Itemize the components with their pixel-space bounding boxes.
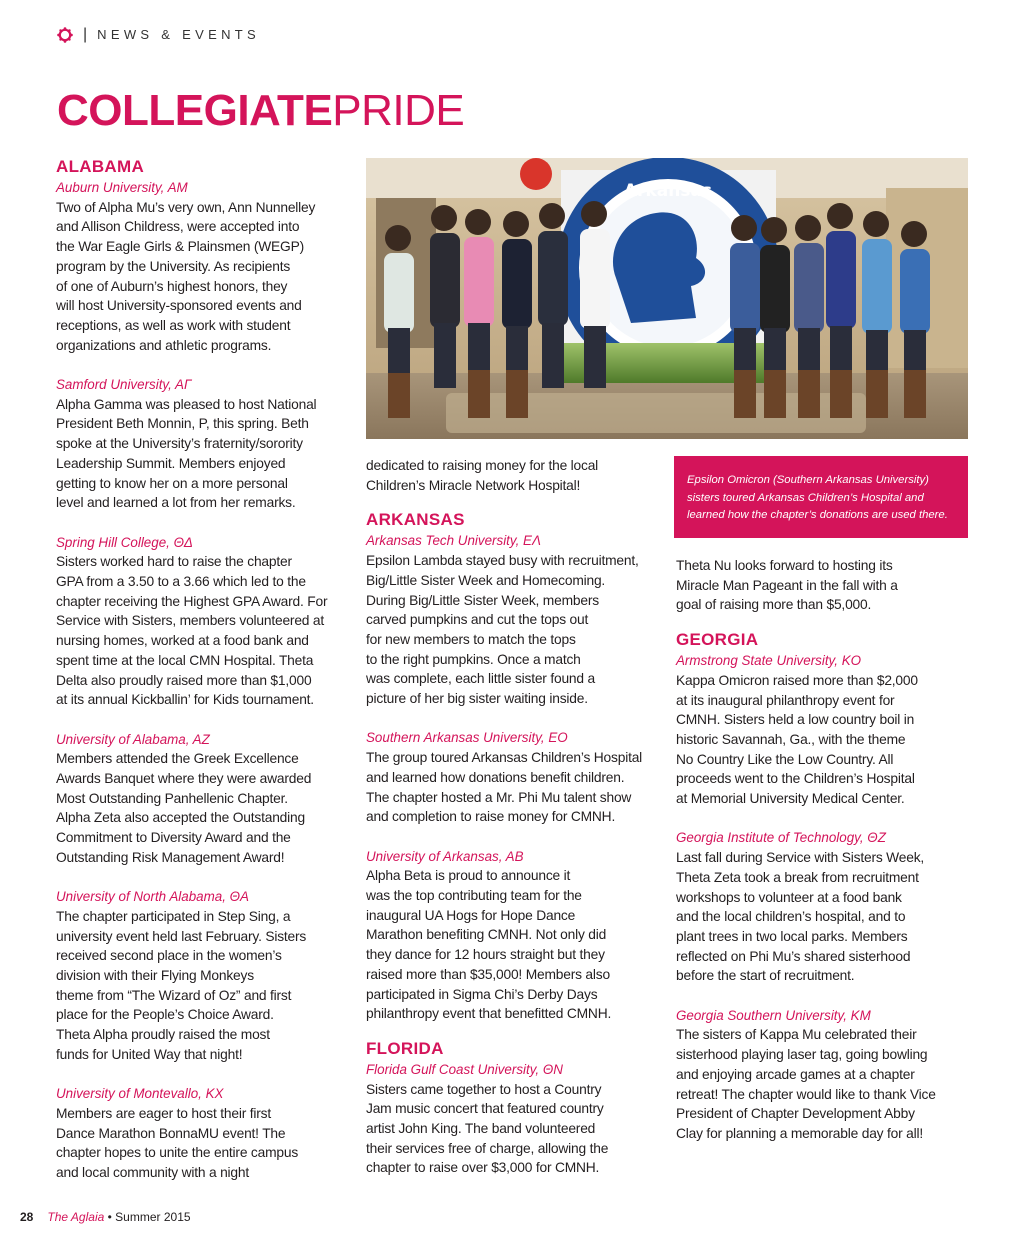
caption-line: Epsilon Omicron (Southern Arkansas University) bbox=[687, 474, 929, 486]
section-label: NEWS & EVENTS bbox=[97, 27, 260, 42]
article-body: Members are eager to host their first Dance Marathon BonnaMU event! The chapter hopes to unite the entire campus and local community with a night bbox=[56, 1105, 299, 1181]
state-heading-arkansas: ARKANSAS bbox=[366, 510, 465, 530]
article-body: Epsilon Lambda stayed busy with recruitment, Big/Little Sister Week and Homecoming. During Big/Little Sister Week, members carved pumpkins and cut the tops out for new members to match the tops to the right pumpkins. Once a match was complete, each little sister found a picture of her big sister waiting inside. bbox=[366, 553, 639, 707]
article-body: Alpha Beta is proud to announce it was the top contributing team for the inaugural UA Hogs for Hope Dance Marathon benefiting CMNH. Not only did they dance for 12 hours straight but they raised more than $35,000! Members also participated in Sigma Chi’s Derby Days philanthropy event that benefitted CMNH. bbox=[366, 868, 612, 1022]
article-body: Two of Alpha Mu’s very own, Ann Nunnelley and Allison Childress, were accepted into the War Eagle Girls & Plainsmen (WEGP) program by the University. As recipients of one of Auburn’s highest honors, they will host University-sponsored events and receptions, as well as work with student organizations and athletic programs. bbox=[56, 199, 316, 353]
school-name: Arkansas Tech University, EΛ bbox=[366, 533, 541, 549]
state-heading-alabama: ALABAMA bbox=[56, 157, 145, 176]
magazine-name: The Aglaia bbox=[47, 1210, 105, 1224]
article-body: The sisters of Kappa Mu celebrated their sisterhood playing laser tag, going bowling and enjoying arcade games at a chapter retreat! The chapter would like to thank Vice President of Chapter Development Abby Clay for planning a memorable day for all! bbox=[676, 1027, 936, 1141]
school-name: Samford University, AΓ bbox=[56, 377, 192, 393]
caption-line: sisters toured Arkansas Children’s Hospital and bbox=[687, 491, 924, 504]
article-body: Kappa Omicron raised more than $2,000 at its inaugural philanthropy event for CMNH. Sisters held a low country boil in historic Savannah, Ga., with the theme No Country Like the Low Country. All proceeds went to the Children’s Hospital at Memorial University Medical Center. bbox=[676, 672, 918, 807]
title-light: PRIDE bbox=[332, 86, 465, 135]
school-name: Spring Hill College, ΘΔ bbox=[56, 534, 193, 550]
state-heading-florida: FLORIDA bbox=[366, 1038, 444, 1058]
column-1 bbox=[56, 156, 352, 1183]
school-name: University of Arkansas, AB bbox=[366, 848, 524, 864]
school-name: University of Montevallo, KX bbox=[56, 1086, 224, 1102]
article-body: Alpha Gamma was pleased to host National President Beth Monnin, P, this spring. Beth spoke at the University’s fraternity/sorority Leadership Summit. Members enjoyed getting to know her on a more personal level and learned a lot from her remarks. bbox=[56, 396, 317, 511]
article-body: Members attended the Greek Excellence Awards Banquet where they were awarded Most Outstanding Panhellenic Chapter. Alpha Zeta also accepted the Outstanding Commitment to Diversity Award and the Outstanding Risk Management Award! bbox=[56, 751, 312, 865]
school-name: Armstrong State University, KO bbox=[676, 653, 862, 669]
section-header bbox=[57, 26, 260, 44]
school-name: Southern Arkansas University, EO bbox=[366, 730, 568, 746]
article-body: Last fall during Service with Sisters Week, Theta Zeta took a break from recruitment workshops to volunteer at a food bank and the local children’s hospital, and to plant trees in two local parks. Members reflected on Phi Mu’s shared sisterhood before the start of recruitment. bbox=[676, 850, 925, 984]
page-number: 28 bbox=[20, 1210, 34, 1224]
school-name: Georgia Institute of Technology, ΘZ bbox=[676, 830, 886, 846]
school-name: Florida Gulf Coast University, ΘN bbox=[366, 1061, 563, 1077]
article-body: The group toured Arkansas Children’s Hospital and learned how donations benefit children. The chapter hosted a Mr. Phi Mu talent show and completion to raise money for CMNH. bbox=[366, 750, 643, 825]
article-body: Sisters worked hard to raise the chapter GPA from a 3.50 to a 3.66 which led to the chapter receiving the Highest GPA Award. For Service with Sisters, members volunteered at nursing homes, worked at a food bank and spent time at the local CMN Hospital. Theta Delta also proudly raised more than $1,000 at its annual Kickballin’ for Kids tournament. bbox=[56, 554, 328, 708]
article-body: Sisters came together to host a Country Jam music concert that featured country artist John King. The band volunteered their services free of charge, allowing the chapter to raise over $3,000 for CMNH. bbox=[366, 1081, 609, 1176]
page-title bbox=[57, 86, 464, 136]
article-body: The chapter participated in Step Sing, a university event held last February. Sisters received second place in the women’s division with their Flying Monkeys theme from “The Wizard of Oz” and first place for the People’s Choice Award. Theta Alpha proudly raised the most funds for United Way that night! bbox=[56, 908, 307, 1062]
title-bold: COLLEGIATE bbox=[57, 86, 333, 135]
school-name: Auburn University, AM bbox=[56, 180, 188, 195]
school-name: University of North Alabama, ΘA bbox=[56, 889, 249, 905]
caption-line: learned how the chapter’s donations are used there. bbox=[687, 509, 948, 521]
column-2 bbox=[366, 456, 662, 1178]
article-body-continued: dedicated to raising money for the local Children’s Miracle Network Hospital! bbox=[366, 458, 599, 493]
issue-date: • Summer 2015 bbox=[104, 1210, 191, 1224]
state-heading-georgia: GEORGIA bbox=[676, 630, 759, 650]
page-footer bbox=[20, 1209, 191, 1225]
school-name: Georgia Southern University, KM bbox=[676, 1007, 871, 1023]
group-photo-illustration bbox=[366, 158, 968, 439]
sign-text-top: Arkansas bbox=[623, 181, 713, 201]
flower-logo-icon bbox=[57, 27, 73, 43]
header-separator: | bbox=[83, 26, 88, 43]
column-3 bbox=[676, 556, 966, 1144]
school-name: University of Alabama, AZ bbox=[56, 731, 210, 747]
group-photo bbox=[366, 158, 968, 439]
article-body-continued: Theta Nu looks forward to hosting its Miracle Man Pageant in the fall with a goal of raising more than $5,000. bbox=[676, 558, 898, 613]
photo-caption bbox=[674, 456, 968, 538]
